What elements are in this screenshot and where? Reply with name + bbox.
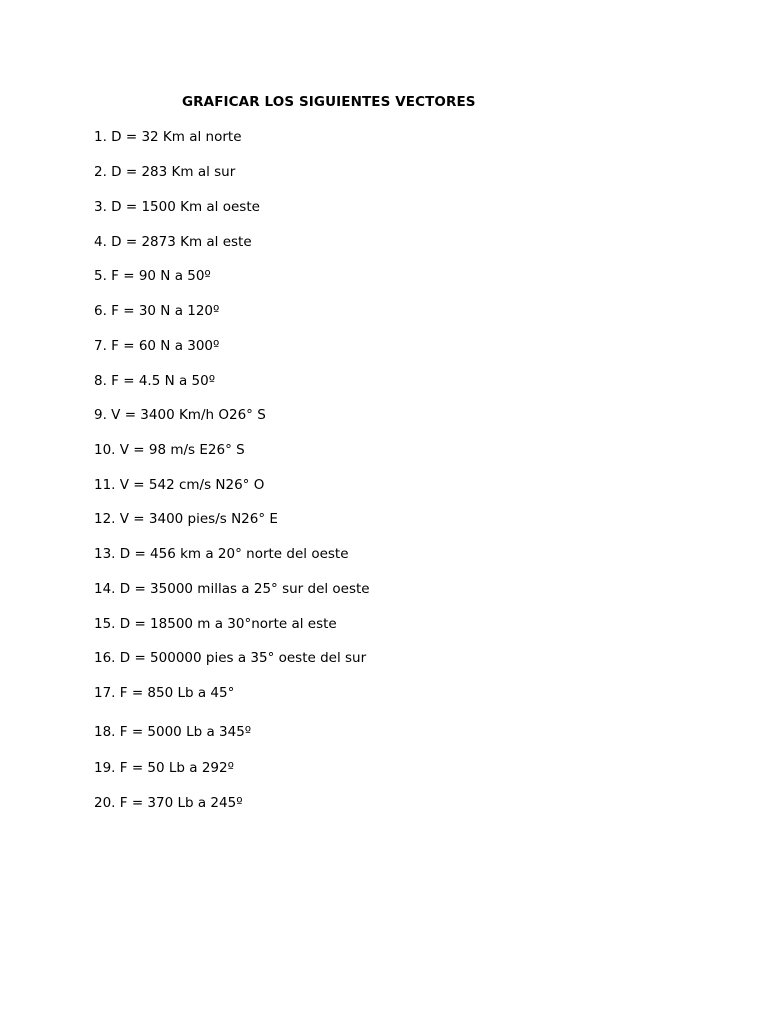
list-item-6: 6. F = 30 N a 120º [94, 303, 220, 319]
list-item-1: 1. D = 32 Km al norte [94, 129, 242, 145]
list-item-20: 20. F = 370 Lb a 245º [94, 795, 243, 811]
list-item-4: 4. D = 2873 Km al este [94, 234, 252, 250]
list-item-8: 8. F = 4.5 N a 50º [94, 373, 216, 389]
list-item-18: 18. F = 5000 Lb a 345º [94, 724, 252, 740]
list-item-16: 16. D = 500000 pies a 35° oeste del sur [94, 650, 367, 666]
list-item-12: 12. V = 3400 pies/s N26° E [94, 511, 278, 527]
list-item-7: 7. F = 60 N a 300º [94, 338, 220, 354]
list-item-19: 19. F = 50 Lb a 292º [94, 760, 234, 776]
list-item-5: 5. F = 90 N a 50º [94, 268, 211, 284]
list-item-13: 13. D = 456 km a 20° norte del oeste [94, 546, 349, 562]
list-item-14: 14. D = 35000 millas a 25° sur del oeste [94, 581, 370, 597]
list-item-2: 2. D = 283 Km al sur [94, 164, 236, 180]
page-title: GRAFICAR LOS SIGUIENTES VECTORES [182, 94, 476, 110]
list-item-17: 17. F = 850 Lb a 45° [94, 685, 235, 701]
list-item-9: 9. V = 3400 Km/h O26° S [94, 407, 266, 423]
list-item-15: 15. D = 18500 m a 30°norte al este [94, 616, 337, 632]
list-item-11: 11. V = 542 cm/s N26° O [94, 477, 265, 493]
list-item-10: 10. V = 98 m/s E26° S [94, 442, 245, 458]
list-item-3: 3. D = 1500 Km al oeste [94, 199, 260, 215]
